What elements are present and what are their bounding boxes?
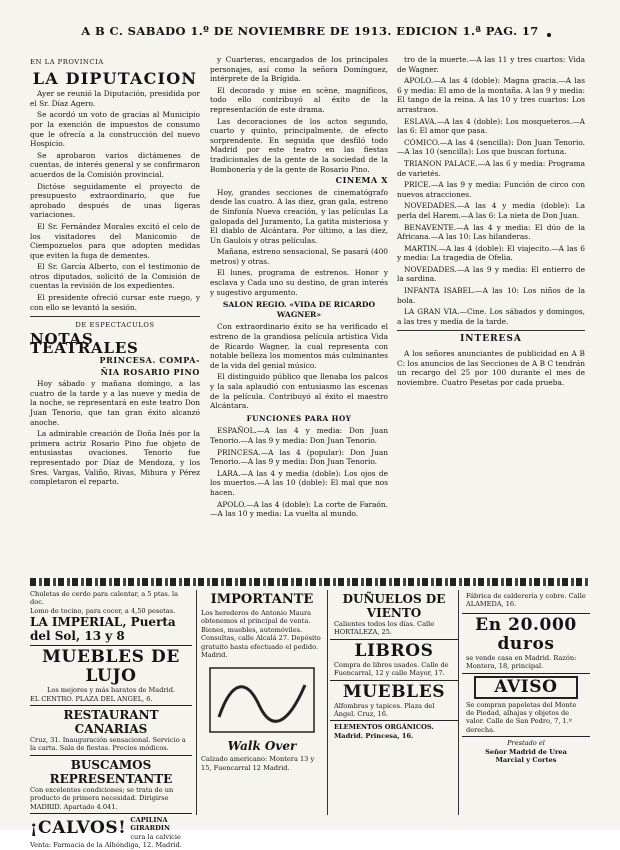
ad-text: ELEMENTOS ORGÁNICOS. Madrid. Princesa, 16. [334,723,434,740]
listing: TRIANON PALACE.—A las 6 y media: Programa de varietés. [397,158,585,178]
listing: LA GRAN VIA.—Cine. Los sábados y domingos, a las tres y media de la tarde. [397,307,585,326]
ad-text: Cruz, 31. Inauguración sensacional. Servicio a la carta. Sala de fiestas. Precios módicos. [30,736,186,753]
divider [462,613,590,614]
ad-text: Se compran papeletas del Monte de Piedad, alhajas y objetos de valor. Calle de San Pedro, 7, 1.º derecha. [466,700,577,734]
ad-text: Prestado el [507,739,545,748]
ad-text: Compra de libros usados. Calle de Fuencarral, 12 y calle Mayor, 17. [334,660,449,678]
ad-text: Los herederos de Antonio Maura obtenemos el principal de venta. Bienes, muebles, automóviles. Consultas, calle Alcalá 27. Depósito gratuito hasta efectuado el pedido. Madrid. [201,609,321,660]
page-header: A B C. SABADO 1.º DE NOVIEMBRE DE 1913. EDICION 1.ª PAG. 17 [81,24,539,38]
listing: NOVEDADES.—A las 9 y media: El entierro de la sardina. [397,264,585,284]
ad-text: Calzado americano: Montera 13 y 15, Fuencarral 12 Madrid. [201,755,315,772]
advertisements [30,590,590,850]
ad-headline: AVISO [474,676,578,699]
paragraph: El decorado y mise en scène, magníficos, todo ello contribuyó al éxito de la representación de este drama. [210,85,388,114]
ad-headline: LIBROS [354,640,434,661]
paragraph: Dictóse seguidamente el proyecto de presupuesto extraordinario, que fue aprobado después de unas ligeras variaciones. [30,181,200,220]
column-3 [397,55,585,575]
divider [30,813,192,814]
paragraph: Hoy, grandes secciones de cinematógrafo desde las cuatro. A las diez, gran gala, estreno de Sinfonía Nueva creación, y las películas La galopada del Juramento, La gatita misteriosa y El diablo de Alcántara. Por último, a las diez, Un Gaulois y otras películas. [210,187,388,245]
divider [330,720,458,721]
paragraph: El distinguido público que llenaba los palcos y la sala aplaudió con entusiasmo las escenas de la película. Contribuyó al éxito el maestro Alcántara. [210,372,388,411]
listing: LARA.—A las 4 y media (doble): Los ojos de los muertos.—A las 10 (doble): El mal que nos hacen. [210,468,388,497]
ad-headline: RESTAURANT CANARIAS [63,708,159,737]
listing: ESLAVA.—A las 4 (doble): Los mosqueteros.—A las 6: El amor que pasa. [397,116,585,136]
ad-headline: ¡CALVOS! [30,818,127,839]
ad-column-2 [196,590,328,815]
paragraph: Con extraordinario éxito se ha verificado el estreno de la grandiosa película artística Vida de Ricardo Wagner, la cual representa con notable belleza los momentos más culminantes de la vida del genial músico. [210,322,388,370]
ad-headline: MUEBLES DE LUJO [42,647,180,687]
column-2 [210,55,388,575]
section-title: NOTAS TEATRALES [30,329,139,358]
paragraph: Ayer se reunió la Diputación, presidida por el Sr. Díaz Agero. [30,89,200,108]
subheading: PRINCESA. COMPA- [99,355,200,366]
ad-text: Fábrica de calderería y cobre. Calle ALAMEDA, 16. [466,592,586,609]
article-title: LA DIPUTACION [32,68,198,88]
ad-column-4 [462,590,590,815]
ad-text: se vende casa en Madrid. Razón: Montera, 18, principal. [466,653,577,671]
listing: ESPAÑOL.—A las 4 y media: Don Juan Tenorio.—A las 9 y media: Don Juan Tenorio. [210,426,388,445]
notice-text: A los señores anunciantes de publicidad en A B C: los anuncios de las Secciones de A B C tendrán un recargo del 25 por 100 durante el mes de noviembre. Cuatro Pesetas por cada prueba. [397,349,585,387]
ad-text: Señor Madrid de Urea [485,747,567,756]
paragraph: Se acordó un voto de gracias al Municipio por la exención de impuestos de consumo que le ofrecía a la construcción del nuevo Hospicio. [30,110,200,149]
paragraph: La admirable creación de Doña Inés por la primera actriz Rosario Pino fue objeto de entusiastas ovaciones. Tenorio fue representado por Díaz de Mendoza, y los Sres. Vargas, Valiño, Rivas, Mihura y Pérez completaron el reparto. [30,429,200,487]
paragraph: Hoy sábado y mañana domingo, a las cuatro de la tarde y a las nueve y media de la noche, se representará en este teatro Don Juan Tenorio, que tan gran éxito alcanzó anoche. [30,379,200,427]
divider [30,316,200,317]
ad-text: CAPILINA GIRARDIN [130,816,170,833]
ad-column-1 [30,590,192,850]
paragraph: Las decoraciones de los actos segundo, cuarto y quinto, principalmente, de efecto sorprendente. En seguida que desfiló todo Madrid por este teatro en las fiestas tradicionales de la gente de la sociedad de la Bombonería y de la gente de Rosario Pino. [210,116,388,174]
ad-headline: En 20.000 duros [475,614,577,654]
walk-over-logo-icon [207,665,317,735]
ad-headline: BUSCAMOS REPRESENTANTE [49,757,173,786]
listing: BENAVENTE.—A las 4 y media: El dúo de la Africana.—A las 10: Las hilanderas. [397,222,585,242]
listing: CÓMICO.—A las 4 (sencilla): Don Juan Tenorio.—A las 10 (sencilla): Los que buscan fortuna. [397,137,585,157]
ad-text: Con excelentes condiciones; se trata de un producto de primera necesidad. Dirigirse MADRID. Apartado 4.041. [30,785,174,811]
ad-text: Alfombras y tapices. Plaza del Ángel. Cruz, 16. [334,701,435,719]
ad-headline: MUEBLES [342,681,446,702]
subheading: CINEMA X [335,175,388,186]
subheading: SALON REGIO. «VIDA DE RICARDO WAGNER» [222,300,376,319]
ad-column-3 [330,590,459,815]
paragraph: Mañana, estreno sensacional, Se pasará (400 metros) y otras. [210,247,388,266]
paragraph: y Cuarteras, encargados de los principales personajes, así como la señora Domínguez, intérprete de la Brígida. [210,55,388,84]
listing: INFANTA ISABEL.—A las 10: Los niños de la bola. [397,286,585,305]
section-kicker: EN LA PROVINCIA [30,58,104,66]
section-kicker: DE ESPECTACULOS [75,321,155,330]
notice-title: INTERESA [460,334,522,345]
ad-text: Los mejores y más baratos de Madrid. [46,686,176,695]
paragraph: Se aprobaron varios dictámenes de cuentas, de interés general y se confirmaron acuerdos de la Comisión provincial. [30,150,200,179]
ornamental-border [30,578,590,586]
ad-text: Lomo de tocino, para cocer, a 4,50 pesetas. [30,606,176,615]
paragraph: El Sr. Fernández Morales excitó el celo de los visitadores del Manicomio de Ciempozuelos para que adopten medidas que eviten la fuga de dementes. [30,221,200,260]
listing: APOLO.—A las 4 (doble): Magna gracia.—A las 6 y media: El amo de la montaña. A las 9 y media: El tango de la reina. A las 10 y tres cuartos: Los arrastraos. [397,76,585,114]
ad-headline: DUÑUELOS DE VIENTO [342,592,446,620]
divider [330,639,458,640]
listing: MARTIN.—A las 4 (doble): El viajecito.—A las 6 y media: La tragedia de Ofelia. [397,243,585,263]
listing: NOVEDADES.—A las 4 y media (doble): La perla del Harem.—A las 6: La nieta de Don Juan. [397,201,585,220]
divider [330,680,458,681]
subheading: FUNCIONES PARA HOY [246,413,352,423]
listing: PRINCESA.—A las 4 (popular): Don Juan Tenorio.—A las 9 y media: Don Juan Tenorio. [210,447,388,467]
ad-headline: IMPORTANTE [210,592,314,607]
calvos-ad [30,816,192,841]
ad-headline: Walk Over [227,739,297,754]
listing: PRICE.—A las 9 y media: Función de circo con nuevos atracciones. [397,180,585,199]
ad-text: Chuletas de cerdo para calentar, a 5 ptas. la doc. [30,590,179,607]
divider [30,645,192,646]
divider [30,755,192,756]
divider [462,736,590,737]
ad-text: Venta: Farmacia de la Alhóndiga, 12. Madrid. [30,841,182,850]
ad-text: Calientes todos los días. Calle HORTALEZA, 25. [334,620,435,637]
paragraph: El lunes, programa de estrenos. Honor y esclava y Cada uno su destino, de gran interés y sugestivo argumento. [210,268,388,297]
divider [397,330,585,331]
paragraph: El presidente ofreció cursar este ruego, y con ello se levantó la sesión. [30,293,200,312]
divider [462,673,590,674]
divider [30,705,192,706]
subheading: ÑIA ROSARIO PINO [100,366,200,377]
ad-text: cura la calvicie [130,832,181,841]
listing: tro de la muerte.—A las 11 y tres cuartos: Vida de Wagner. [397,55,585,74]
ad-headline: LA IMPERIAL, Puerta del Sol, 13 y 8 [30,615,176,644]
paragraph: El Sr. García Alberto, con el testimonio de otros diputados, solicitó de la Comisión de cuentas la revisión de los expedientes. [30,262,200,291]
column-1 [30,58,200,576]
listing: APOLO.—A las 4 (doble): La corte de Faraón.—A las 10 y media: La vuelta al mundo. [210,499,388,519]
ad-text: Marcial y Cortes [495,756,557,765]
ad-side [130,816,192,841]
ad-text: EL CENTRO. PLAZA DEL ANGEL, 6. [30,694,153,703]
